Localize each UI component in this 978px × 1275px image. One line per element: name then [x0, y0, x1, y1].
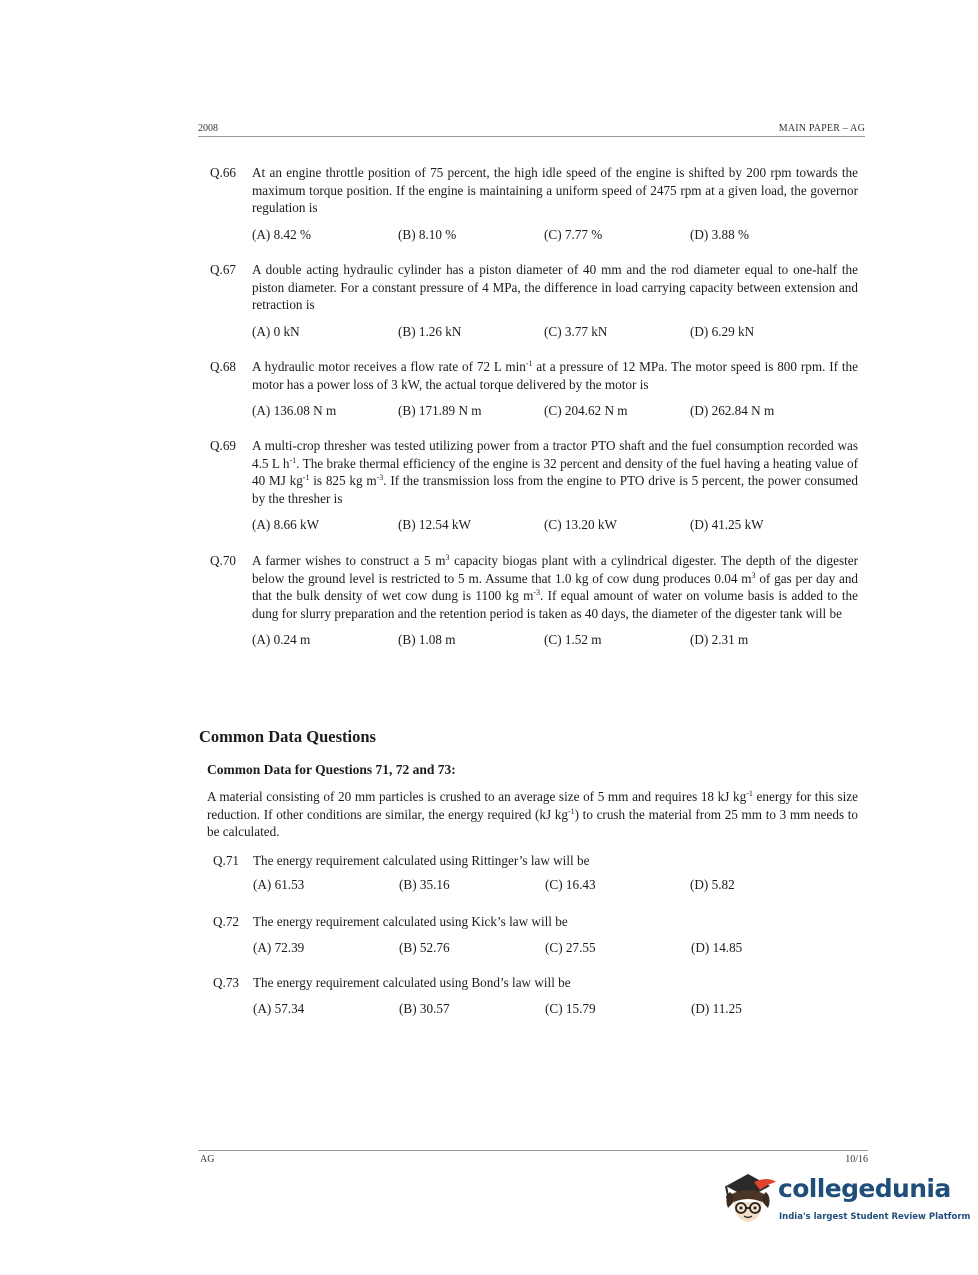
option-c: (C) 27.55 [545, 939, 596, 955]
question-70 [210, 552, 858, 649]
question-text: The energy requirement calculated using Rittinger’s law will be [253, 853, 590, 868]
common-data-text: A material consisting of 20 mm particles is crushed to an average size of 5 mm and requires 18 kJ $kg^{-1}$ energy for this size reduction. If other conditions are similar, the energy required (kJ $kg^{-1}$) to crush the material from 25 mm to 3 mm needs to be calculated. [207, 789, 858, 840]
option-a: (A) 72.39 [253, 939, 305, 955]
question-number: Q.67 [210, 262, 237, 277]
option-c: (C) 204.62 N m [544, 403, 628, 419]
question-text: The energy requirement calculated using Bond’s law will be [253, 975, 571, 990]
option-a: (A) 8.66 kW [252, 517, 320, 533]
option-b: (B) 8.10 % [398, 226, 457, 242]
question-69 [210, 437, 858, 534]
options-row [210, 402, 858, 420]
option-d: (D) 41.25 kW [690, 517, 764, 533]
option-b: (B) 171.89 N m [398, 403, 482, 419]
option-d: (D) 14.85 [691, 939, 743, 955]
options-row [213, 939, 861, 957]
option-a: (A) 136.08 N m [252, 403, 337, 419]
option-a: (A) 0.24 m [252, 632, 311, 648]
option-c: (C) 15.79 [545, 1000, 596, 1016]
options-row [210, 516, 858, 534]
question-number: Q.70 [210, 553, 237, 568]
option-d: (D) 6.29 kN [690, 323, 755, 339]
options-row [213, 1000, 861, 1018]
question-73 [213, 974, 861, 1018]
option-d: (D) 11.25 [691, 1000, 742, 1016]
logo-name: collegedunia [778, 1174, 951, 1203]
option-b: (B) 1.26 kN [398, 323, 462, 339]
question-67 [210, 261, 858, 341]
option-c: (C) 1.52 m [544, 632, 602, 648]
collegedunia-logo [720, 1168, 971, 1238]
option-b: (B) 1.08 m [398, 632, 456, 648]
options-row [210, 631, 858, 649]
header-paper-title: MAIN PAPER – AG [778, 123, 865, 134]
question-68 [210, 358, 858, 420]
options-row [213, 876, 861, 894]
option-a: (A) 8.42 % [252, 226, 311, 242]
question-text: A multi-crop thresher was tested utilizing power from a tractor PTO shaft and the fuel consumption recorded was 4.5 L $h^{-1}$. The brake thermal efficiency of the engine is 32 percent and density of the fuel having a heating value of 40 MJ $kg^{-1}$ is 825 kg $m^{-3}$. If the transmission loss from the engine to PTO drive is 5 percent, the power consumed by the thresher is [252, 438, 859, 506]
logo-tagline: India's largest Student Review Platform [779, 1212, 971, 1222]
question-number: Q.73 [213, 975, 240, 990]
common-data-heading: Common Data for Questions 71, 72 and 73: [207, 762, 456, 777]
option-d: (D) 262.84 N m [690, 403, 775, 419]
option-c: (C) 16.43 [545, 876, 596, 892]
options-row [210, 226, 858, 244]
option-b: (B) 52.76 [399, 939, 450, 955]
option-d: (D) 2.31 m [690, 632, 749, 648]
question-71 [213, 852, 861, 894]
question-text: A farmer wishes to construct a 5 $m^3$ capacity biogas plant with a cylindrical digester. The depth of the digester below the ground level is restricted to 5 m. Assume that 1.0 kg of cow dung produces 0.04 $m^3$ of gas per day and that the bulk density of wet cow dung is 1100 kg $m^{-3}$. If equal amount of water on volume basis is added to the dung for slurry preparation and the retention period is taken as 40 days, the diameter of the digester tank will be [252, 553, 859, 621]
option-d: (D) 5.82 [690, 876, 735, 892]
question-number: Q.71 [213, 853, 240, 868]
question-number: Q.72 [213, 914, 240, 929]
question-66 [210, 164, 858, 244]
header-year: 2008 [198, 123, 218, 134]
option-b: (B) 30.57 [399, 1000, 450, 1016]
option-c: (C) 7.77 % [544, 226, 603, 242]
question-text: At an engine throttle position of 75 percent, the high idle speed of the engine is shifted by 200 rpm towards the maximum torque position. If the engine is maintaining a uniform speed of 2475 rpm at a given load, the governor regulation is [252, 165, 858, 216]
footer-paper-code: AG [200, 1154, 215, 1165]
question-text: A double acting hydraulic cylinder has a piston diameter of 40 mm and the rod diameter equal to one-half the piston diameter. For a constant pressure of 4 MPa, the difference in load carrying capacity between extension and retraction is [252, 262, 858, 313]
option-c: (C) 13.20 kW [544, 517, 617, 533]
question-number: Q.66 [210, 165, 237, 180]
option-a: (A) 0 kN [252, 323, 300, 339]
question-72 [213, 913, 861, 957]
header-rule [198, 136, 865, 137]
option-b: (B) 12.54 kW [398, 517, 471, 533]
section-title: Common Data Questions [199, 727, 376, 746]
question-text: A hydraulic motor receives a flow rate of 72 L $\min^{-1}$ at a pressure of 12 MPa. The motor speed is 800 rpm. If the motor has a power loss of 3 kW, the actual torque delivered by the motor is [252, 359, 858, 392]
mascot-icon [720, 1168, 776, 1238]
footer-rule [198, 1150, 868, 1151]
footer-page-number: 10/16 [845, 1154, 868, 1165]
options-row [210, 323, 858, 341]
question-number: Q.69 [210, 438, 237, 453]
question-number: Q.68 [210, 359, 237, 374]
option-c: (C) 3.77 kN [544, 323, 608, 339]
option-a: (A) 57.34 [253, 1000, 305, 1016]
option-a: (A) 61.53 [253, 876, 305, 892]
option-d: (D) 3.88 % [690, 226, 749, 242]
option-b: (B) 35.16 [399, 876, 450, 892]
question-text: The energy requirement calculated using Kick’s law will be [253, 914, 568, 929]
